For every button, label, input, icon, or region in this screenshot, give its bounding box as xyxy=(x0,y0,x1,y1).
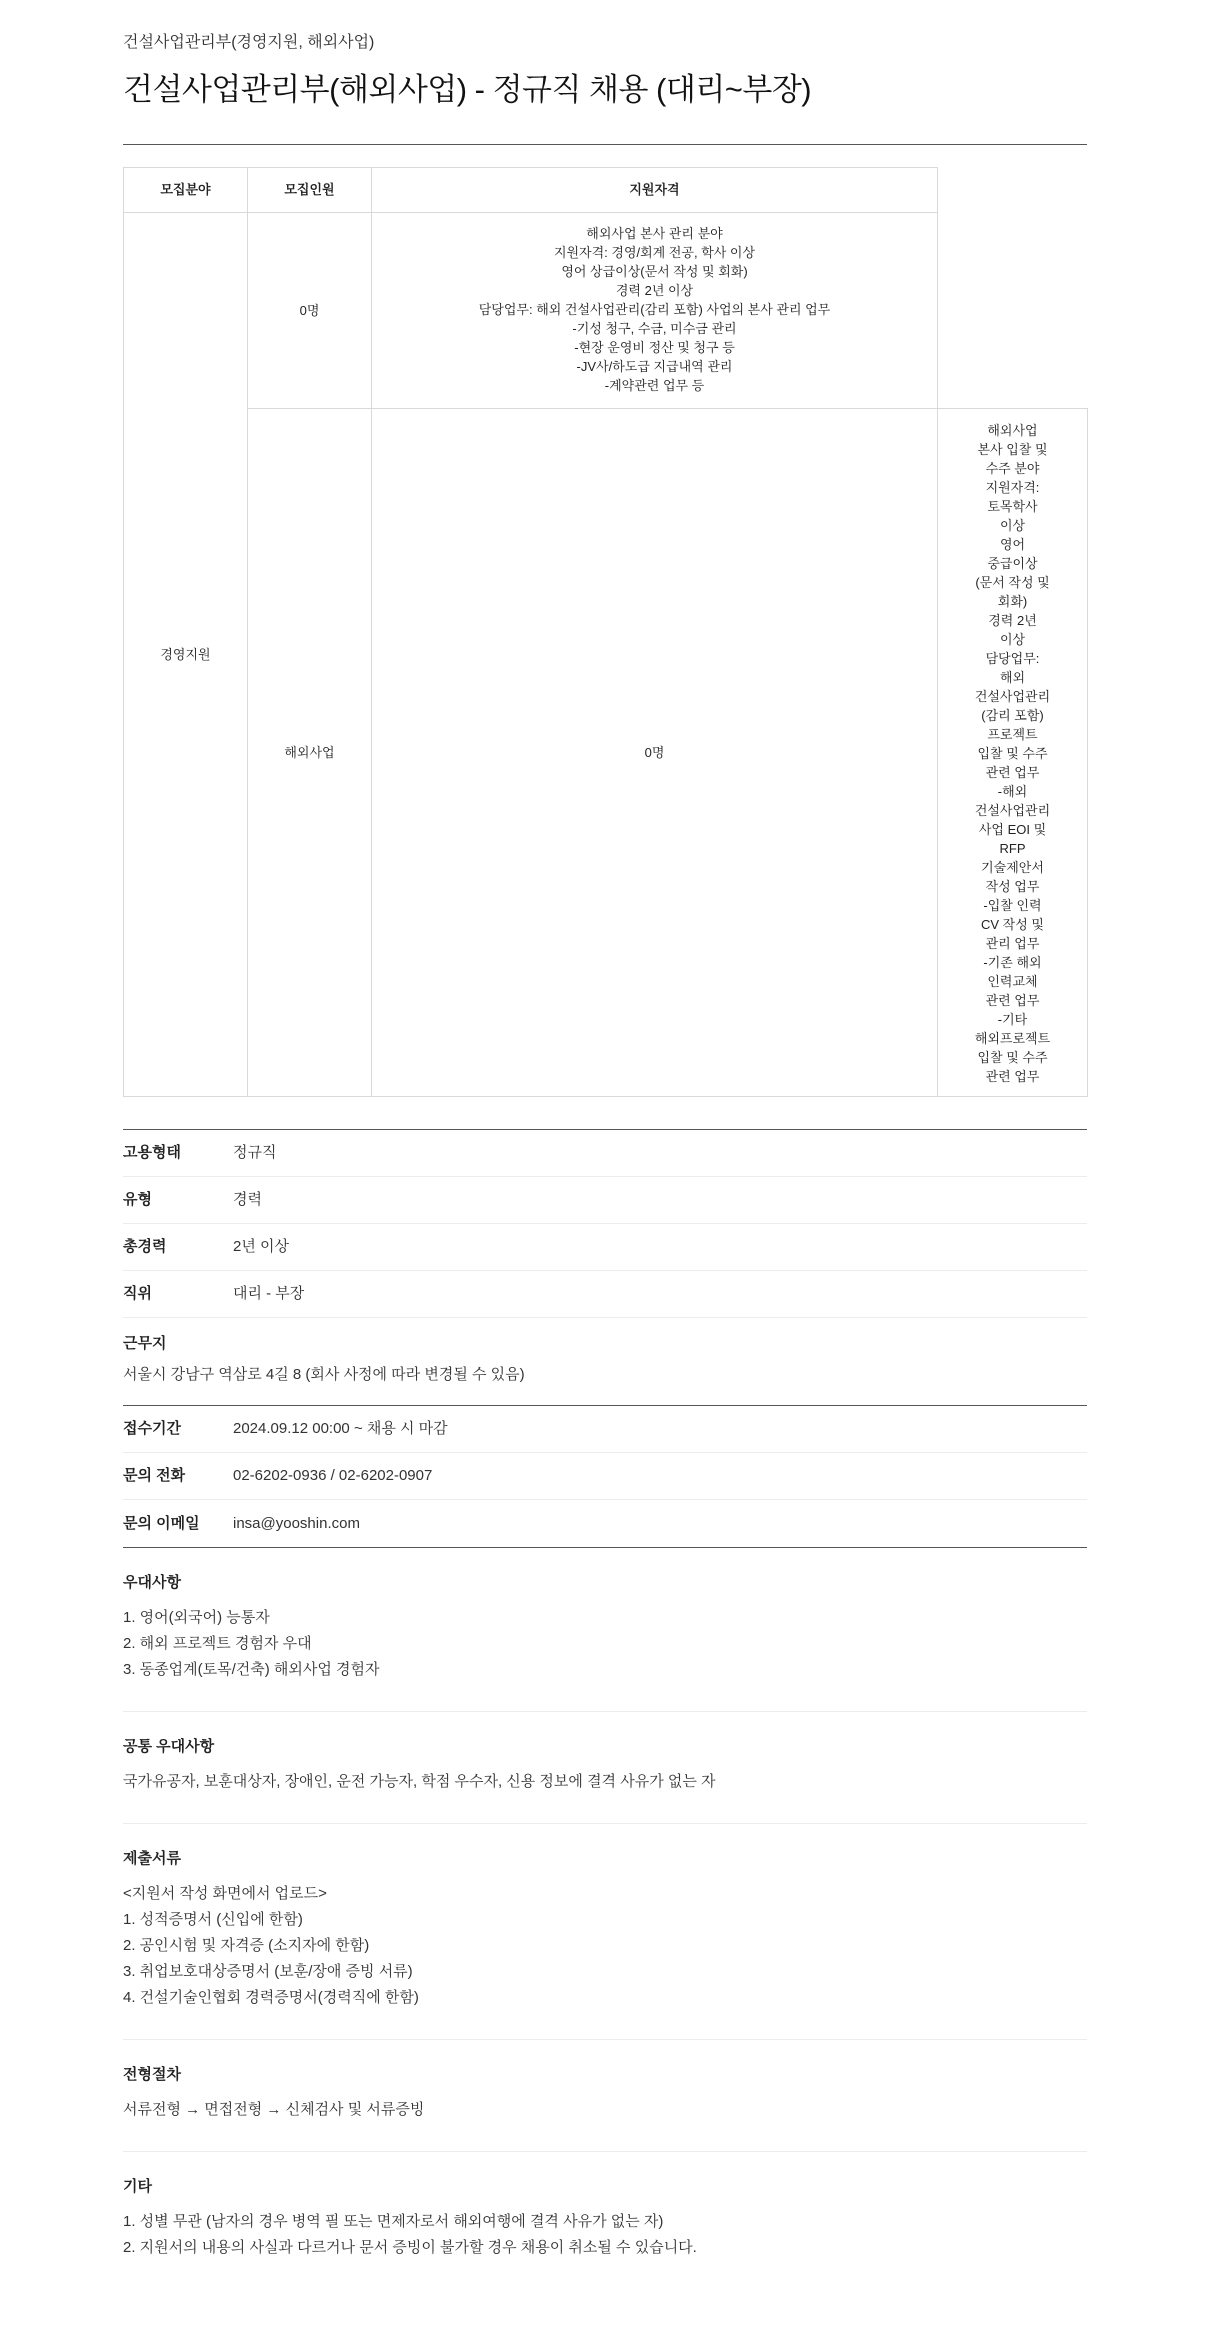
header-qualification: 지원자격 xyxy=(372,167,938,212)
qualification-line: 경력 2년 xyxy=(988,612,1037,628)
qualification-line: 이상 xyxy=(999,517,1026,533)
section-line: 4. 건설기술인협회 경력증명서(경력직에 한함) xyxy=(123,1988,419,2006)
qualification-line: 입찰 및 수주 xyxy=(977,745,1048,761)
section-line: 2. 공인시험 및 자격증 (소지자에 한함) xyxy=(123,1936,370,1954)
info-label: 총경력 xyxy=(123,1238,167,1256)
section-title: 기타 xyxy=(123,2177,152,2195)
qualification-line: 경력 2년 이상 xyxy=(615,283,694,299)
table-count-cell: 0명 xyxy=(248,212,372,408)
qualification-line: 관련 업무 xyxy=(985,1068,1040,1084)
location-value: 서울시 강남구 역삼로 4길 8 (회사 사정에 따라 변경될 수 있음) xyxy=(123,1365,525,1383)
qualification-line: 수주 분야 xyxy=(985,460,1040,476)
qualification-line: 해외사업 xyxy=(987,422,1038,438)
qualification-line: 이상 xyxy=(999,631,1026,647)
qualification-line: 기술제안서 xyxy=(981,859,1044,875)
info-label: 유형 xyxy=(123,1191,152,1209)
table-row xyxy=(124,408,1088,1096)
info-row-period xyxy=(123,1406,1087,1453)
qualification-line: 담당업무: 해외 건설사업관리(감리 포함) 사업의 본사 관리 업무 xyxy=(478,302,831,318)
section-title: 제출서류 xyxy=(123,1849,181,1867)
info-row-experience xyxy=(123,1224,1087,1271)
qualification-line: 영어 상급이상(문서 작성 및 회화) xyxy=(561,264,748,280)
section-line: 서류전형 → 면접전형 → 신체검사 및 서류증빙 xyxy=(123,2100,425,2118)
qualification-line: 담당업무: xyxy=(985,650,1040,666)
qualification-line: 본사 입찰 및 xyxy=(977,441,1048,457)
qualification-line: -입찰 인력 xyxy=(983,897,1042,913)
details xyxy=(123,1548,1087,2289)
qualification-line: 중급이상 xyxy=(987,555,1038,571)
qualification-line: -기타 xyxy=(997,1011,1028,1027)
section-title: 공통 우대사항 xyxy=(123,1737,215,1755)
qualification-line: 영어 xyxy=(999,536,1026,552)
info-value: 2년 이상 xyxy=(233,1238,289,1256)
table-empty-cell xyxy=(938,212,1088,408)
info-label: 문의 이메일 xyxy=(123,1514,200,1532)
info-row-type xyxy=(123,1177,1087,1224)
section-title: 전형절차 xyxy=(123,2065,181,2083)
info-value: insa@yooshin.com xyxy=(233,1514,360,1532)
info-row-email xyxy=(123,1500,1087,1547)
info-label: 고용형태 xyxy=(123,1144,181,1162)
table-group-cell: 경영지원 xyxy=(124,212,248,1096)
section-line: 2. 해외 프로젝트 경험자 우대 xyxy=(123,1634,312,1652)
qualification-line: -현장 운영비 정산 및 청구 등 xyxy=(574,340,735,356)
title-divider xyxy=(123,144,1087,145)
section-common-preferences xyxy=(123,1712,1087,1824)
page-title: 건설사업관리부(해외사업) - 정규직 채용 (대리~부장) xyxy=(123,72,812,108)
qualification-line: 사업 EOI 및 xyxy=(978,821,1047,837)
qualification-line: 건설사업관리 xyxy=(974,688,1051,704)
info-value: 02-6202-0936 / 02-6202-0907 xyxy=(233,1467,433,1485)
contact-info xyxy=(123,1406,1087,1547)
info-value: 대리 - 부장 xyxy=(233,1285,305,1303)
table-header-row xyxy=(124,167,1088,212)
qualification-line: -기존 해외 xyxy=(983,954,1042,970)
qualification-line: -해외 xyxy=(997,783,1028,799)
posting-category: 건설사업관리부(경영지원, 해외사업) xyxy=(123,34,375,51)
header-field: 모집분야 xyxy=(124,167,248,212)
section-body xyxy=(123,1881,1087,2011)
info-row-phone xyxy=(123,1453,1087,1500)
qualification-line: -JV사/하도급 지급내역 관리 xyxy=(576,359,733,375)
qualification-line: 관련 업무 xyxy=(985,992,1040,1008)
recruitment-table xyxy=(123,167,1088,1097)
qualification-line: 지원자격: 경영/회계 전공, 학사 이상 xyxy=(553,245,756,261)
section-line: 2. 지원서의 내용의 사실과 다르거나 문서 증빙이 불가할 경우 채용이 취소될 수 있습니다. xyxy=(123,2238,697,2256)
qualification-line: 인력교체 xyxy=(987,973,1038,989)
info-value: 정규직 xyxy=(233,1144,277,1162)
qualification-line: 작성 업무 xyxy=(985,878,1040,894)
table-empty-corner xyxy=(938,167,1088,212)
section-preferences xyxy=(123,1548,1087,1712)
section-line: <지원서 작성 화면에서 업로드> xyxy=(123,1884,327,1902)
qualification-line: 해외사업 본사 관리 분야 xyxy=(586,226,723,242)
qualification-line: CV 작성 및 xyxy=(981,916,1044,932)
location-label: 근무지 xyxy=(123,1334,167,1352)
section-body xyxy=(123,1605,1087,1683)
table-qualification-cell xyxy=(938,408,1088,1096)
info-value: 경력 xyxy=(233,1191,262,1209)
location-block xyxy=(123,1318,1087,1405)
header-count: 모집인원 xyxy=(248,167,372,212)
qualification-line: 건설사업관리 xyxy=(974,802,1051,818)
qualification-line: (문서 작성 및 xyxy=(975,574,1050,590)
section-documents xyxy=(123,1824,1087,2040)
qualification-line: 지원자격: xyxy=(985,479,1040,495)
qualification-line: 해외프로젝트 xyxy=(974,1030,1051,1046)
info-label: 직위 xyxy=(123,1285,152,1303)
table-qualification-cell xyxy=(372,212,938,408)
qualification-line: RFP xyxy=(999,840,1026,856)
employment-info xyxy=(123,1130,1087,1405)
section-line: 3. 동종업계(토목/건축) 해외사업 경험자 xyxy=(123,1660,380,1678)
table-count-cell: 0명 xyxy=(372,408,938,1096)
table-field-cell: 해외사업 xyxy=(248,408,372,1096)
section-body xyxy=(123,1769,1087,1795)
info-label: 접수기간 xyxy=(123,1420,181,1438)
section-body xyxy=(123,2209,1087,2261)
section-body xyxy=(123,2097,1087,2123)
info-row-position xyxy=(123,1271,1087,1318)
qualification-line: 토목학사 xyxy=(987,498,1038,514)
section-process xyxy=(123,2040,1087,2152)
qualification-line: 입찰 및 수주 xyxy=(977,1049,1048,1065)
qualification-line: 해외 xyxy=(999,669,1026,685)
qualification-line: -계약관련 업무 등 xyxy=(604,378,705,394)
section-etc xyxy=(123,2152,1087,2289)
info-row-employment-type xyxy=(123,1130,1087,1177)
qualification-line: -기성 청구, 수금, 미수금 관리 xyxy=(572,321,737,337)
qualification-line: 관리 업무 xyxy=(985,935,1040,951)
qualification-line: 회화) xyxy=(997,593,1028,609)
section-line: 1. 성적증명서 (신입에 한함) xyxy=(123,1910,303,1928)
section-line: 3. 취업보호대상증명서 (보훈/장애 증빙 서류) xyxy=(123,1962,413,1980)
info-value: 2024.09.12 00:00 ~ 채용 시 마감 xyxy=(233,1420,448,1438)
info-label: 문의 전화 xyxy=(123,1467,186,1485)
table-row xyxy=(124,212,1088,408)
section-line: 1. 성별 무관 (남자의 경우 병역 필 또는 면제자로서 해외여행에 결격 사유가 없는 자) xyxy=(123,2212,664,2230)
section-line: 1. 영어(외국어) 능통자 xyxy=(123,1608,270,1626)
section-title: 우대사항 xyxy=(123,1573,181,1591)
qualification-line: 관련 업무 xyxy=(985,764,1040,780)
qualification-line: (감리 포함) xyxy=(981,707,1044,723)
qualification-line: 프로젝트 xyxy=(987,726,1038,742)
section-line: 국가유공자, 보훈대상자, 장애인, 운전 가능자, 학점 우수자, 신용 정보에 결격 사유가 없는 자 xyxy=(123,1772,716,1790)
